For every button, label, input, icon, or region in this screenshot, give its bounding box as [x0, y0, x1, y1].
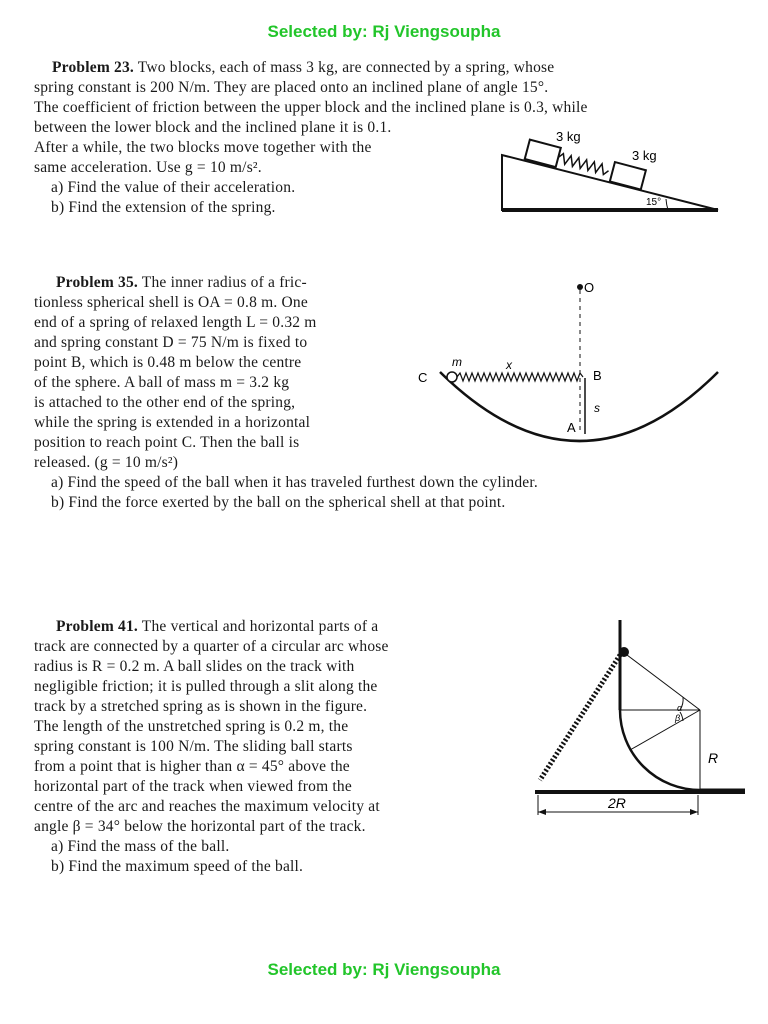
problem-41-line: negligible friction; it is pulled through a slit along the: [34, 678, 378, 695]
problem-23-line: The coefficient of friction between the upper block and the inclined plane is 0.3, while: [34, 99, 588, 116]
spring-23: [557, 153, 610, 176]
problem-23-line: Two blocks, each of mass 3 kg, are connected by a spring, whose: [137, 59, 555, 76]
problem-23-line: same acceleration. Use g = 10 m/s².: [34, 159, 262, 176]
angle-label: 15°: [646, 197, 662, 208]
problem-41-line: centre of the arc and reaches the maximum velocity at: [34, 798, 380, 815]
label-B: B: [593, 368, 602, 383]
lower-block: [610, 162, 646, 190]
problem-35-title: Problem 35.: [56, 274, 138, 291]
problem-35-line: and spring constant D = 75 N/m is fixed to: [34, 334, 308, 351]
lower-mass-label: 3 kg: [632, 148, 657, 163]
track-figure: [520, 615, 750, 830]
spring-35: [457, 373, 583, 381]
label-alpha: α: [677, 703, 683, 713]
header-top: Selected by: Rj Viengsoupha: [267, 22, 501, 41]
problem-41-line: The vertical and horizontal parts of a: [141, 618, 379, 635]
problem-35-question-b: b) Find the force exerted by the ball on the spherical shell at that point.: [51, 494, 506, 511]
problem-41-line: track are connected by a quarter of a circular arc whose: [34, 638, 389, 655]
problem-23-line: between the lower block and the inclined plane it is 0.1.: [34, 119, 392, 136]
problem-35-line: while the spring is extended in a horizontal: [34, 414, 311, 431]
problem-23-question-a: a) Find the value of their acceleration.: [51, 179, 296, 196]
problem-23-title: Problem 23.: [52, 59, 134, 76]
problem-41-line: from a point that is higher than α = 45° above the: [34, 758, 350, 775]
problem-41-line: angle β = 34° below the horizontal part of the track.: [34, 818, 366, 835]
problem-35-question-a: a) Find the speed of the ball when it has traveled furthest down the cylinder.: [51, 474, 538, 491]
label-2R: 2R: [608, 795, 626, 811]
problem-41-question-a: a) Find the mass of the ball.: [51, 838, 230, 855]
problem-35-line: The inner radius of a fric-: [141, 274, 307, 291]
problem-35-line: of the sphere. A ball of mass m = 3.2 kg: [34, 374, 290, 391]
problem-23-line: After a while, the two blocks move together with the: [34, 139, 372, 156]
shell-arc: [440, 372, 718, 441]
problem-41-line: horizontal part of the track when viewed from the: [34, 778, 352, 795]
problem-23-line: spring constant is 200 N/m. They are placed onto an inclined plane of angle 15°.: [34, 79, 549, 96]
incline-figure: [490, 125, 730, 215]
label-m: m: [452, 355, 462, 369]
spring-41: [540, 655, 620, 780]
label-s: s: [594, 401, 600, 415]
problem-35-line: tionless spherical shell is OA = 0.8 m. One: [34, 294, 308, 311]
problem-35-line: position to reach point C. Then the ball is: [34, 434, 300, 451]
problem-35-line: released. (g = 10 m/s²): [34, 454, 179, 471]
problem-41-question-b: b) Find the maximum speed of the ball.: [51, 858, 304, 875]
header-bottom: Selected by: Rj Viengsoupha: [267, 960, 501, 979]
problem-41-line: radius is R = 0.2 m. A ball slides on the track with: [34, 658, 355, 675]
problem-35-line: point B, which is 0.48 m below the centre: [34, 354, 302, 371]
problem-41-line: track by a stretched spring as is shown in the figure.: [34, 698, 368, 715]
label-C: C: [418, 370, 428, 385]
problem-35-line: end of a spring of relaxed length L = 0.32 m: [34, 314, 317, 331]
problem-41-title: Problem 41.: [56, 618, 138, 635]
label-R: R: [708, 750, 719, 766]
label-A: A: [567, 420, 576, 435]
problem-35-line: is attached to the other end of the spring,: [34, 394, 296, 411]
upper-mass-label: 3 kg: [556, 129, 581, 144]
label-x: x: [506, 358, 512, 372]
label-O: O: [584, 280, 595, 295]
arc-track: [620, 710, 700, 790]
problem-41-line: spring constant is 100 N/m. The sliding ball starts: [34, 738, 353, 755]
ball-m: [447, 372, 457, 382]
problem-41-line: The length of the unstretched spring is 0.2 m, the: [34, 718, 349, 735]
problem-23-question-b: b) Find the extension of the spring.: [51, 199, 276, 216]
label-beta: β: [675, 713, 681, 723]
problem-41-text: [34, 617, 389, 877]
shell-figure: [410, 270, 730, 445]
